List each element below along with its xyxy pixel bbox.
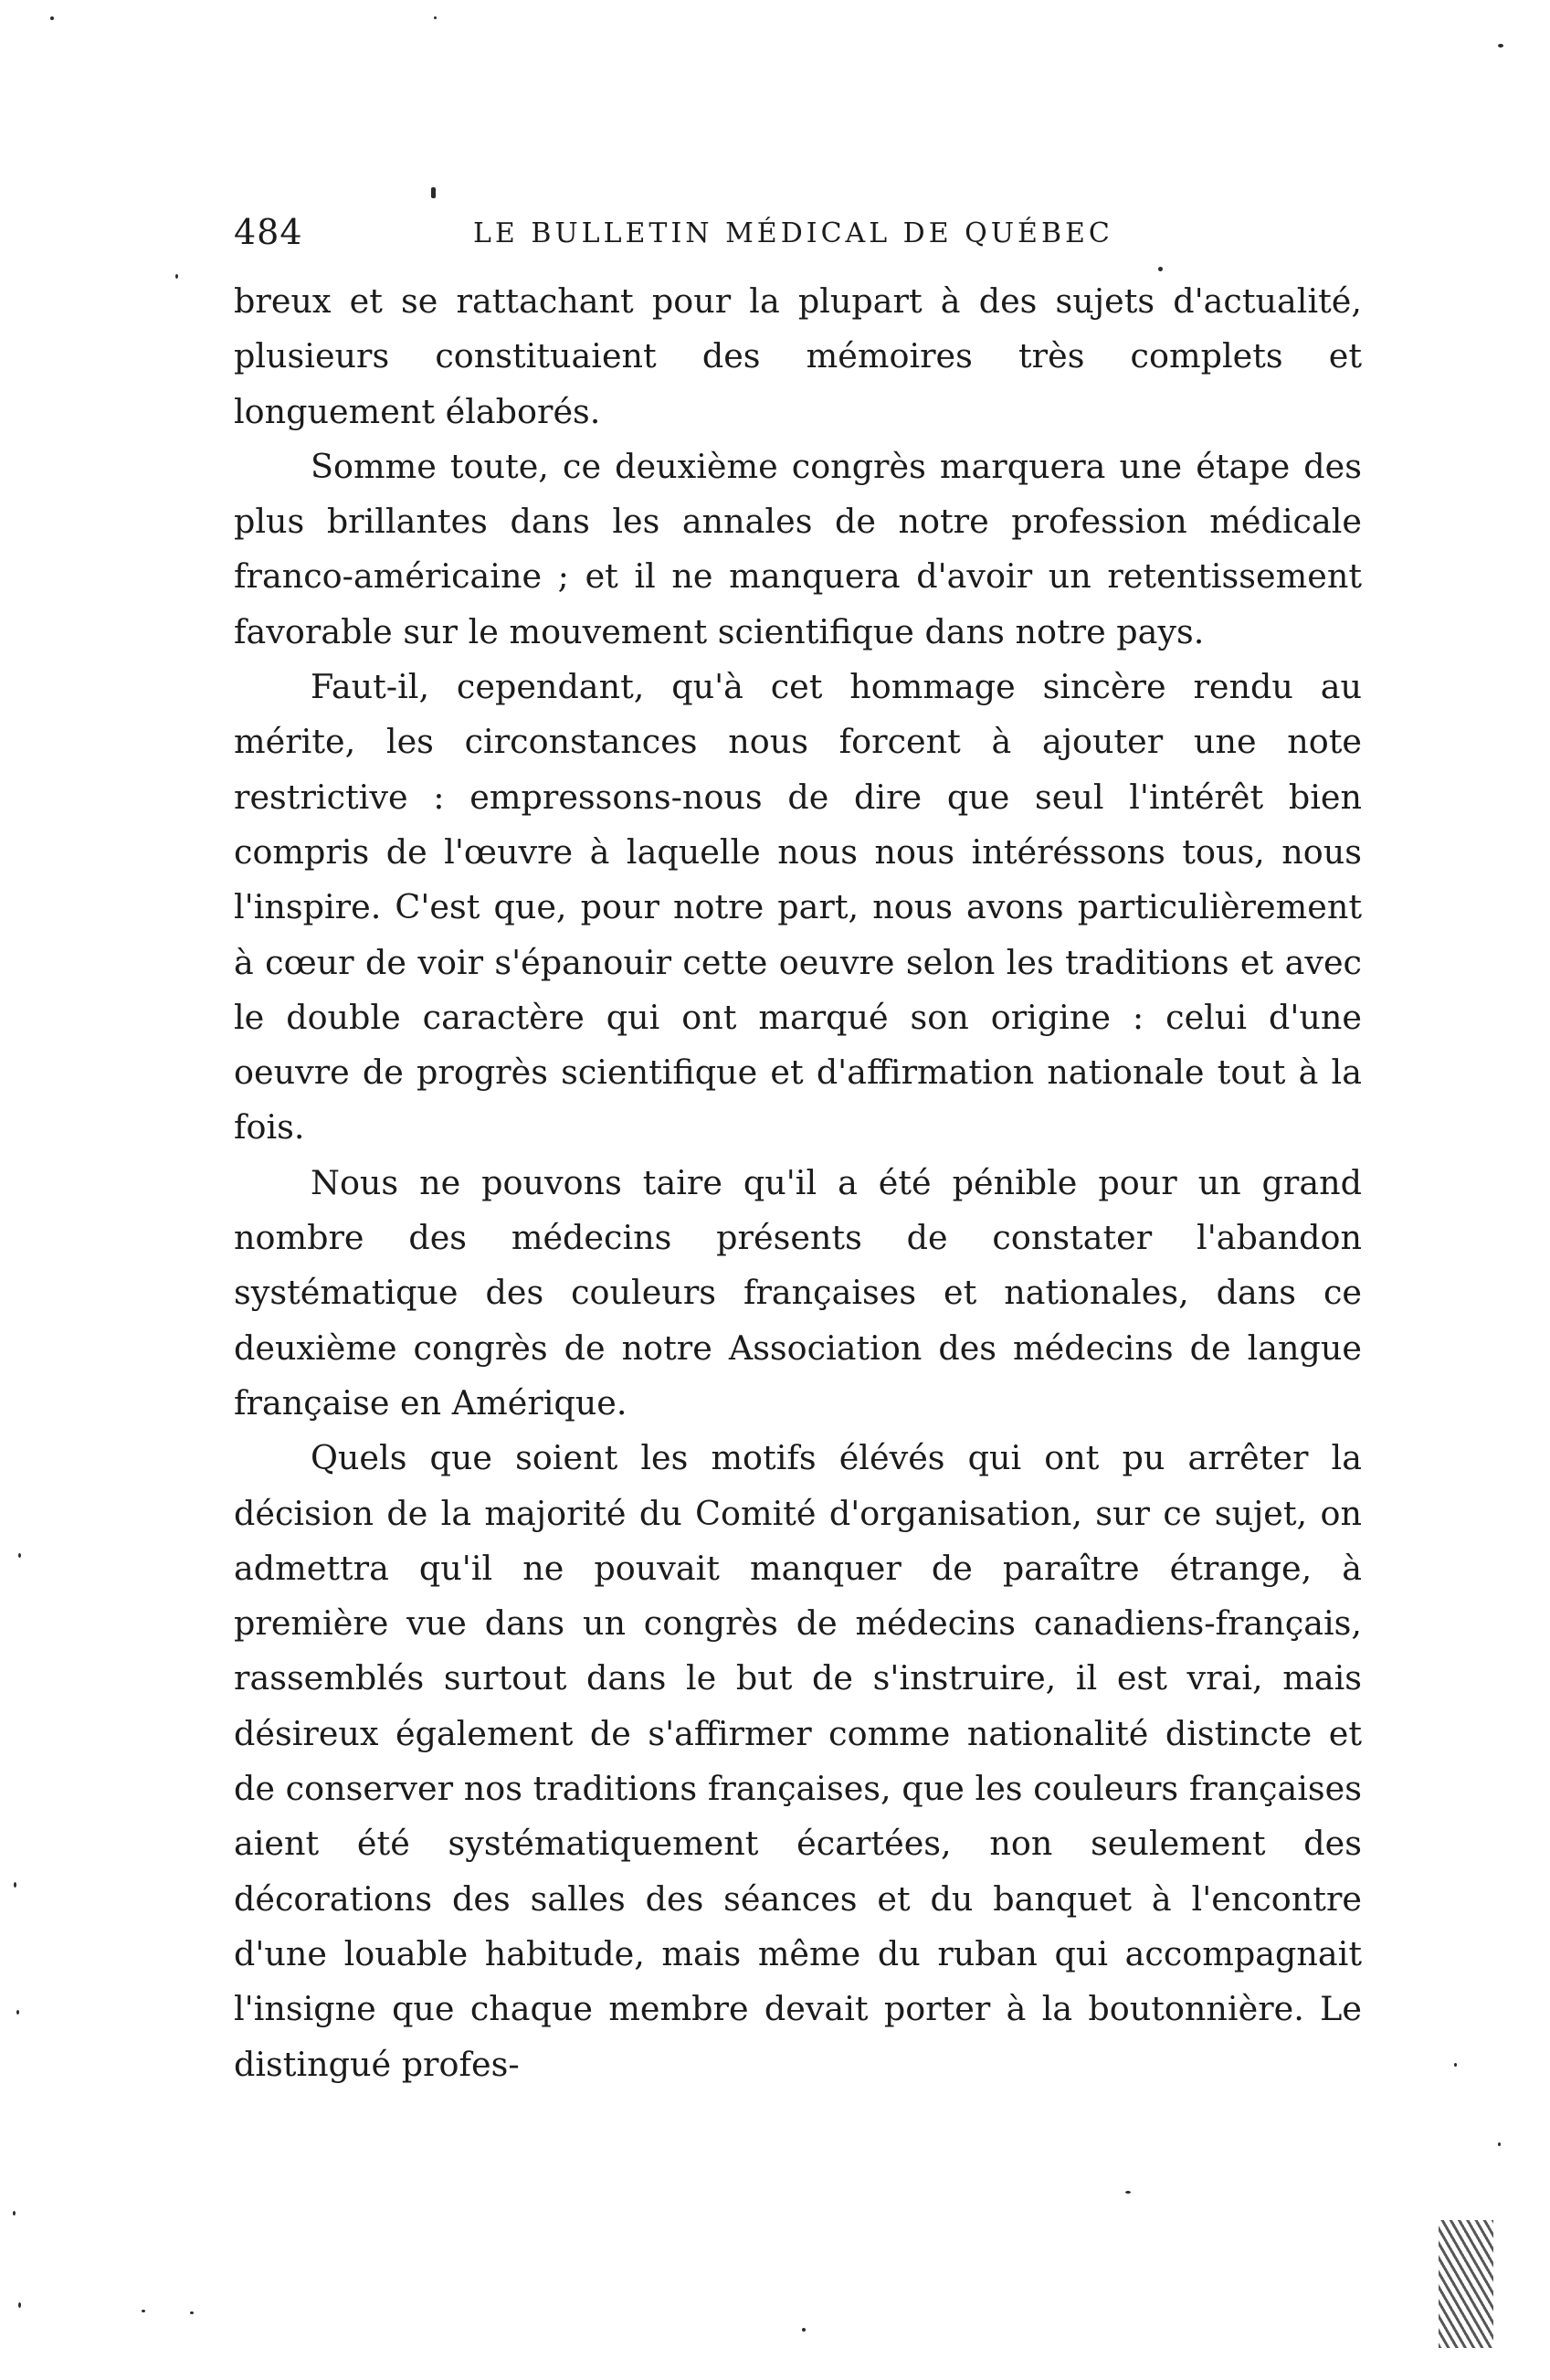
scan-speck (1454, 2063, 1457, 2067)
scan-speck (18, 2302, 21, 2308)
scan-speck (1125, 2191, 1131, 2194)
paragraph-quels-que-soient: Quels que soient les motifs élévés qui ont pu arrêter la décision de la majorité du Comité d'organisation, sur ce sujet, on admettra qu'il ne pouvait manquer de paraître étrange, à première vue dans un congrès de médecins canadiens-français, rassemblés surtout dans le but de s'instruire, il est vrai, mais désireux également de s'affirmer comme nationalité distincte et de conserver nos traditions françaises, que les couleurs françaises aient été systématiquement écartées, non seulement des décorations des salles des séances et du banquet à l'encontre d'une louable habitude, mais même du ruban qui accompagnait l'insigne que chaque membre devait porter à la boutonnière. Le distingué profes- (234, 1438, 1362, 2084)
scan-speck (434, 16, 437, 19)
page-number: 484 (234, 212, 303, 252)
scan-speck (16, 2010, 19, 2015)
scan-speck (142, 2310, 145, 2312)
scan-speck (1498, 2142, 1501, 2146)
paragraph-continuation: breux et se rattachant pour la plupart à des sujets d'actualité, plusieurs constituaient des mémoires très complets et longuement élaborés. (234, 281, 1362, 431)
scan-speck (50, 16, 54, 20)
journal-title: LE BULLETIN MÉDICAL DE QUÉBEC (473, 217, 1113, 249)
running-head (234, 212, 1362, 258)
scan-speck (1498, 44, 1503, 48)
paragraph-nous-ne-pouvons: Nous ne pouvons taire qu'il a été pénible pour un grand nombre des médecins présents de constater l'abandon systématique des couleurs françaises et nationales, dans ce deuxième congrès de notre Association des médecins de langue française en Amérique. (234, 1162, 1362, 1423)
scan-speck (802, 2328, 806, 2332)
scan-speck (175, 274, 178, 279)
scan-artifact (1439, 2220, 1493, 2348)
scan-speck (13, 2211, 16, 2216)
paragraph-somme-toute: Somme toute, ce deuxième congrès marquera une étape des plus brillantes dans les annales de notre profession médicale franco-américaine ; et il ne manquera d'avoir un retentissement favorable sur le mouvement scientifique dans notre pays. (234, 446, 1362, 651)
scan-speck (18, 1553, 21, 1558)
scan-speck (14, 1882, 16, 1888)
paragraph-faut-il: Faut-il, cependant, qu'à cet hommage sincère rendu au mérite, les circonstances nous forcent à ajouter une note restrictive : empressons-nous de dire que seul l'intérêt bien compris de l'œuvre à laquelle nous nous intéréssons tous, nous l'inspire. C'est que, pour notre part, nous avons particulièrement à cœur de voir s'épanouir cette oeuvre selon les traditions et avec le double caractère qui ont marqué son origine : celui d'une oeuvre de progrès scientifique et d'affirmation nationale tout à la fois. (234, 667, 1362, 1148)
scan-speck (431, 187, 436, 198)
scan-speck (190, 2311, 194, 2314)
body-text (234, 274, 1362, 2092)
scan-speck (1158, 267, 1163, 271)
